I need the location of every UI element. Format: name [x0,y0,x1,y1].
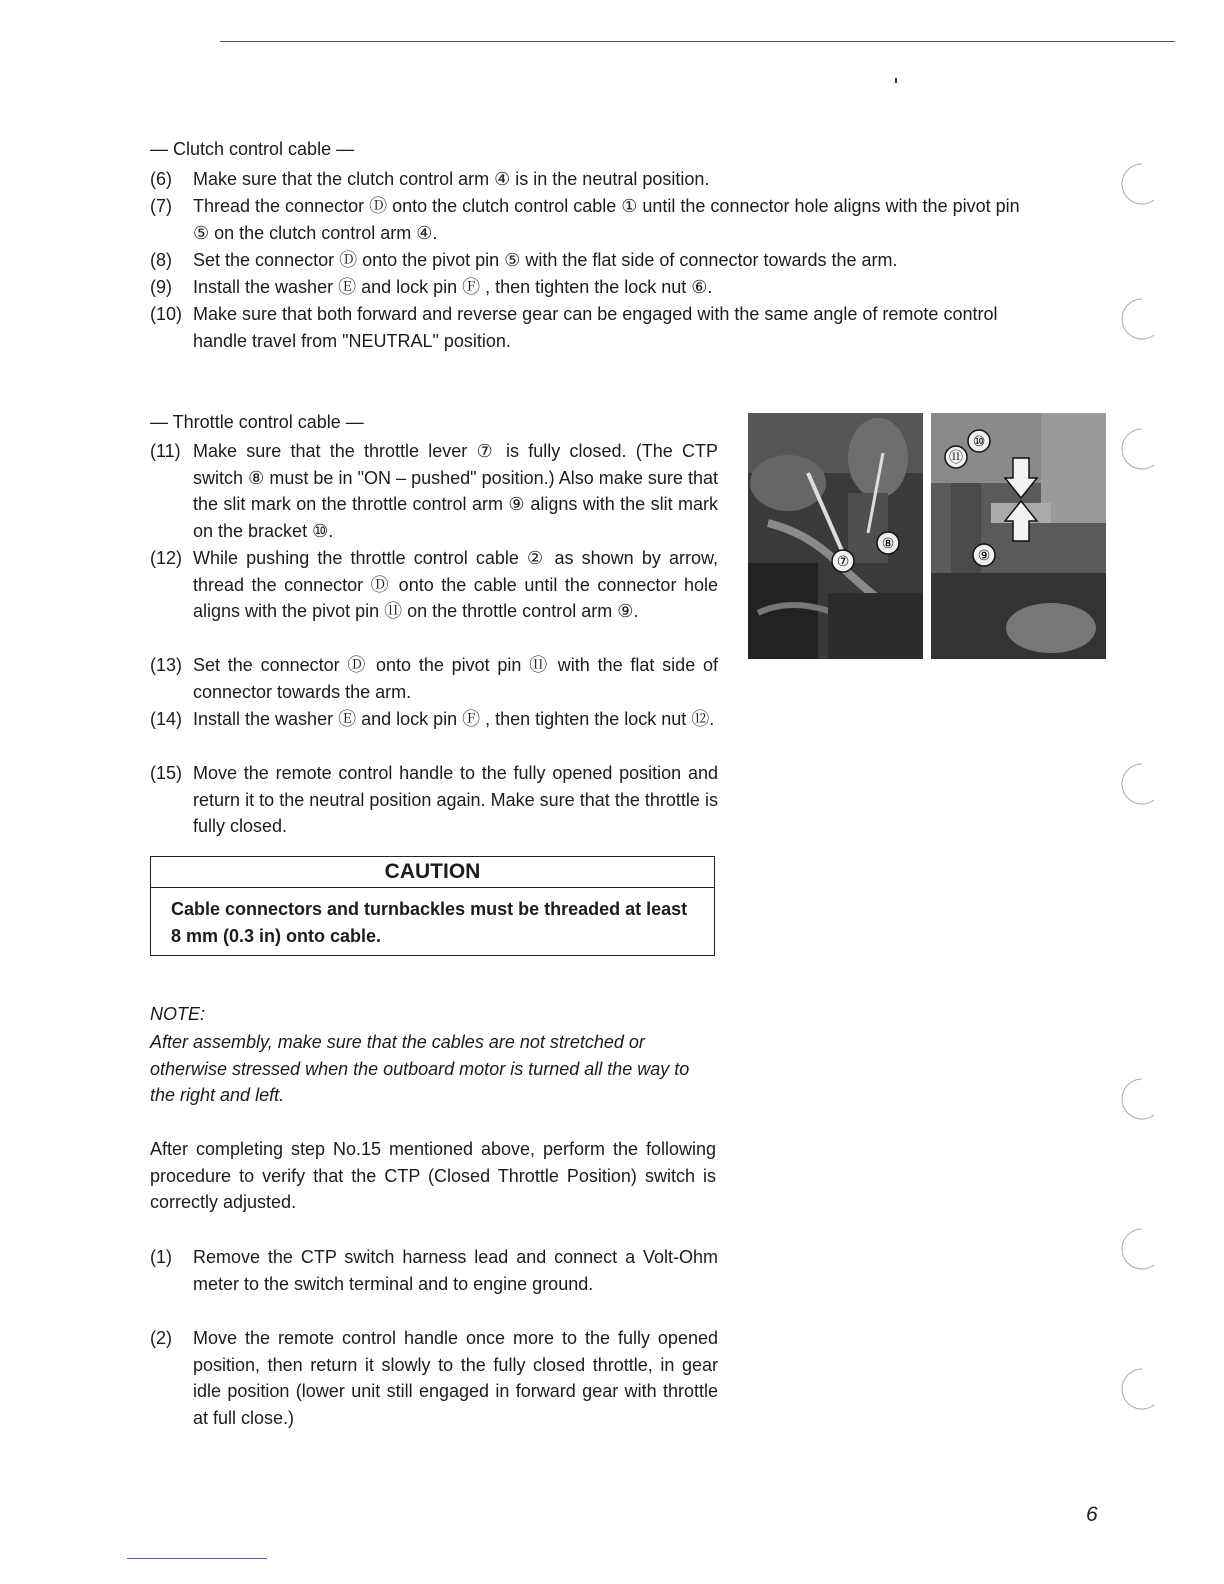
binder-hole-mark [1112,760,1158,806]
step-number: (10) [150,304,183,324]
note-text: After assembly, make sure that the cables are not stretched or otherwise stressed when the outboard motor is turned all the way to the right and left. [150,1032,690,1105]
throttle-lever-photo [748,413,923,659]
page-number: 6 [1086,1503,1098,1526]
step-text: Set the connector Ⓓ onto the pivot pin ⑪ with the flat side of connector towards the arm. [193,655,718,702]
step-text: Make sure that the clutch control arm ④ is in the neutral position. [193,169,710,189]
step-text: Set the connector Ⓓ onto the pivot pin ⑤ with the flat side of connector towards the arm. [193,250,898,270]
step-text: ⑤ on the clutch control arm ④. [193,223,438,243]
photo-left-image [748,413,923,659]
clutch-heading: — Clutch control cable — [150,139,355,159]
photo-label-11: ⑪ [949,450,963,466]
ctp-intro-paragraph: After completing step No.15 mentioned above, perform the following procedure to verify that the CTP (Closed Throttle Position) switch is correctly adjusted. [150,1139,716,1212]
step-number: (13) [150,655,183,675]
photo-label-8: ⑧ [881,536,895,552]
throttle-heading: — Throttle control cable — [150,412,364,432]
step-number: (7) [150,196,172,216]
step-text: Thread the connector Ⓓ onto the clutch control cable ① until the connector hole aligns with the pivot pin [193,196,1020,216]
step-text: Remove the CTP switch harness lead and connect a Volt-Ohm meter to the switch terminal and to engine ground. [193,1247,718,1294]
step-text: Move the remote control handle once more to the fully opened position, then return it slowly to the fully closed throttle, in gear idle position (lower unit still engaged in forward gear with throttle at full close.) [193,1328,718,1428]
step-text: handle travel from "NEUTRAL" position. [193,331,511,351]
binder-hole-mark [1112,425,1158,471]
step-number: (11) [150,441,181,461]
caution-box [150,856,715,956]
photo-label-7: ⑦ [836,554,850,570]
step-text: Move the remote control handle to the fully opened position and return it to the neutral position again. Make sure that the throttle is fully closed. [193,763,718,836]
step-text: Install the washer Ⓔ and lock pin Ⓕ , then tighten the lock nut ⑥. [193,277,713,297]
control-arm-photo [931,413,1106,659]
binder-hole-mark [1112,160,1158,206]
scan-speck [895,78,897,83]
bottom-rule [127,1558,267,1559]
step-text: Make sure that the throttle lever ⑦ is fully closed. (The CTP switch ⑧ must be in "ON – pushed" position.) Also make sure that the slit mark on the throttle control arm ⑨ aligns with the slit mark on the bracket ⑩. [193,441,718,541]
step-text: While pushing the throttle control cable ② as shown by arrow, thread the connector Ⓓ onto the cable until the connector hole aligns with the pivot pin ⑪ on the throttle control arm ⑨. [193,548,718,621]
photo-label-9: ⑨ [977,548,991,564]
step-number: (12) [150,548,183,568]
step-number: (15) [150,763,183,783]
step-text: Make sure that both forward and reverse gear can be engaged with the same angle of remote control [193,304,998,324]
step-number: (9) [150,277,172,297]
step-number: (2) [150,1328,172,1348]
step-number: (1) [150,1247,172,1267]
step-text: Install the washer Ⓔ and lock pin Ⓕ , then tighten the lock nut ⑫. [193,709,715,729]
step-number: (14) [150,709,183,729]
photo-right-image [931,413,1106,659]
step-number: (8) [150,250,172,270]
caution-title: CAUTION [151,857,714,888]
photo-label-10: ⑩ [972,434,986,450]
note-label: NOTE: [150,1004,206,1024]
caution-text: Cable connectors and turnbackles must be threaded at least 8 mm (0.3 in) onto cable. [171,899,688,946]
binder-hole-mark [1112,1075,1158,1121]
binder-hole-mark [1112,295,1158,341]
step-number: (6) [150,169,172,189]
binder-hole-mark [1112,1365,1158,1411]
top-rule [220,41,1175,42]
binder-hole-mark [1112,1225,1158,1271]
